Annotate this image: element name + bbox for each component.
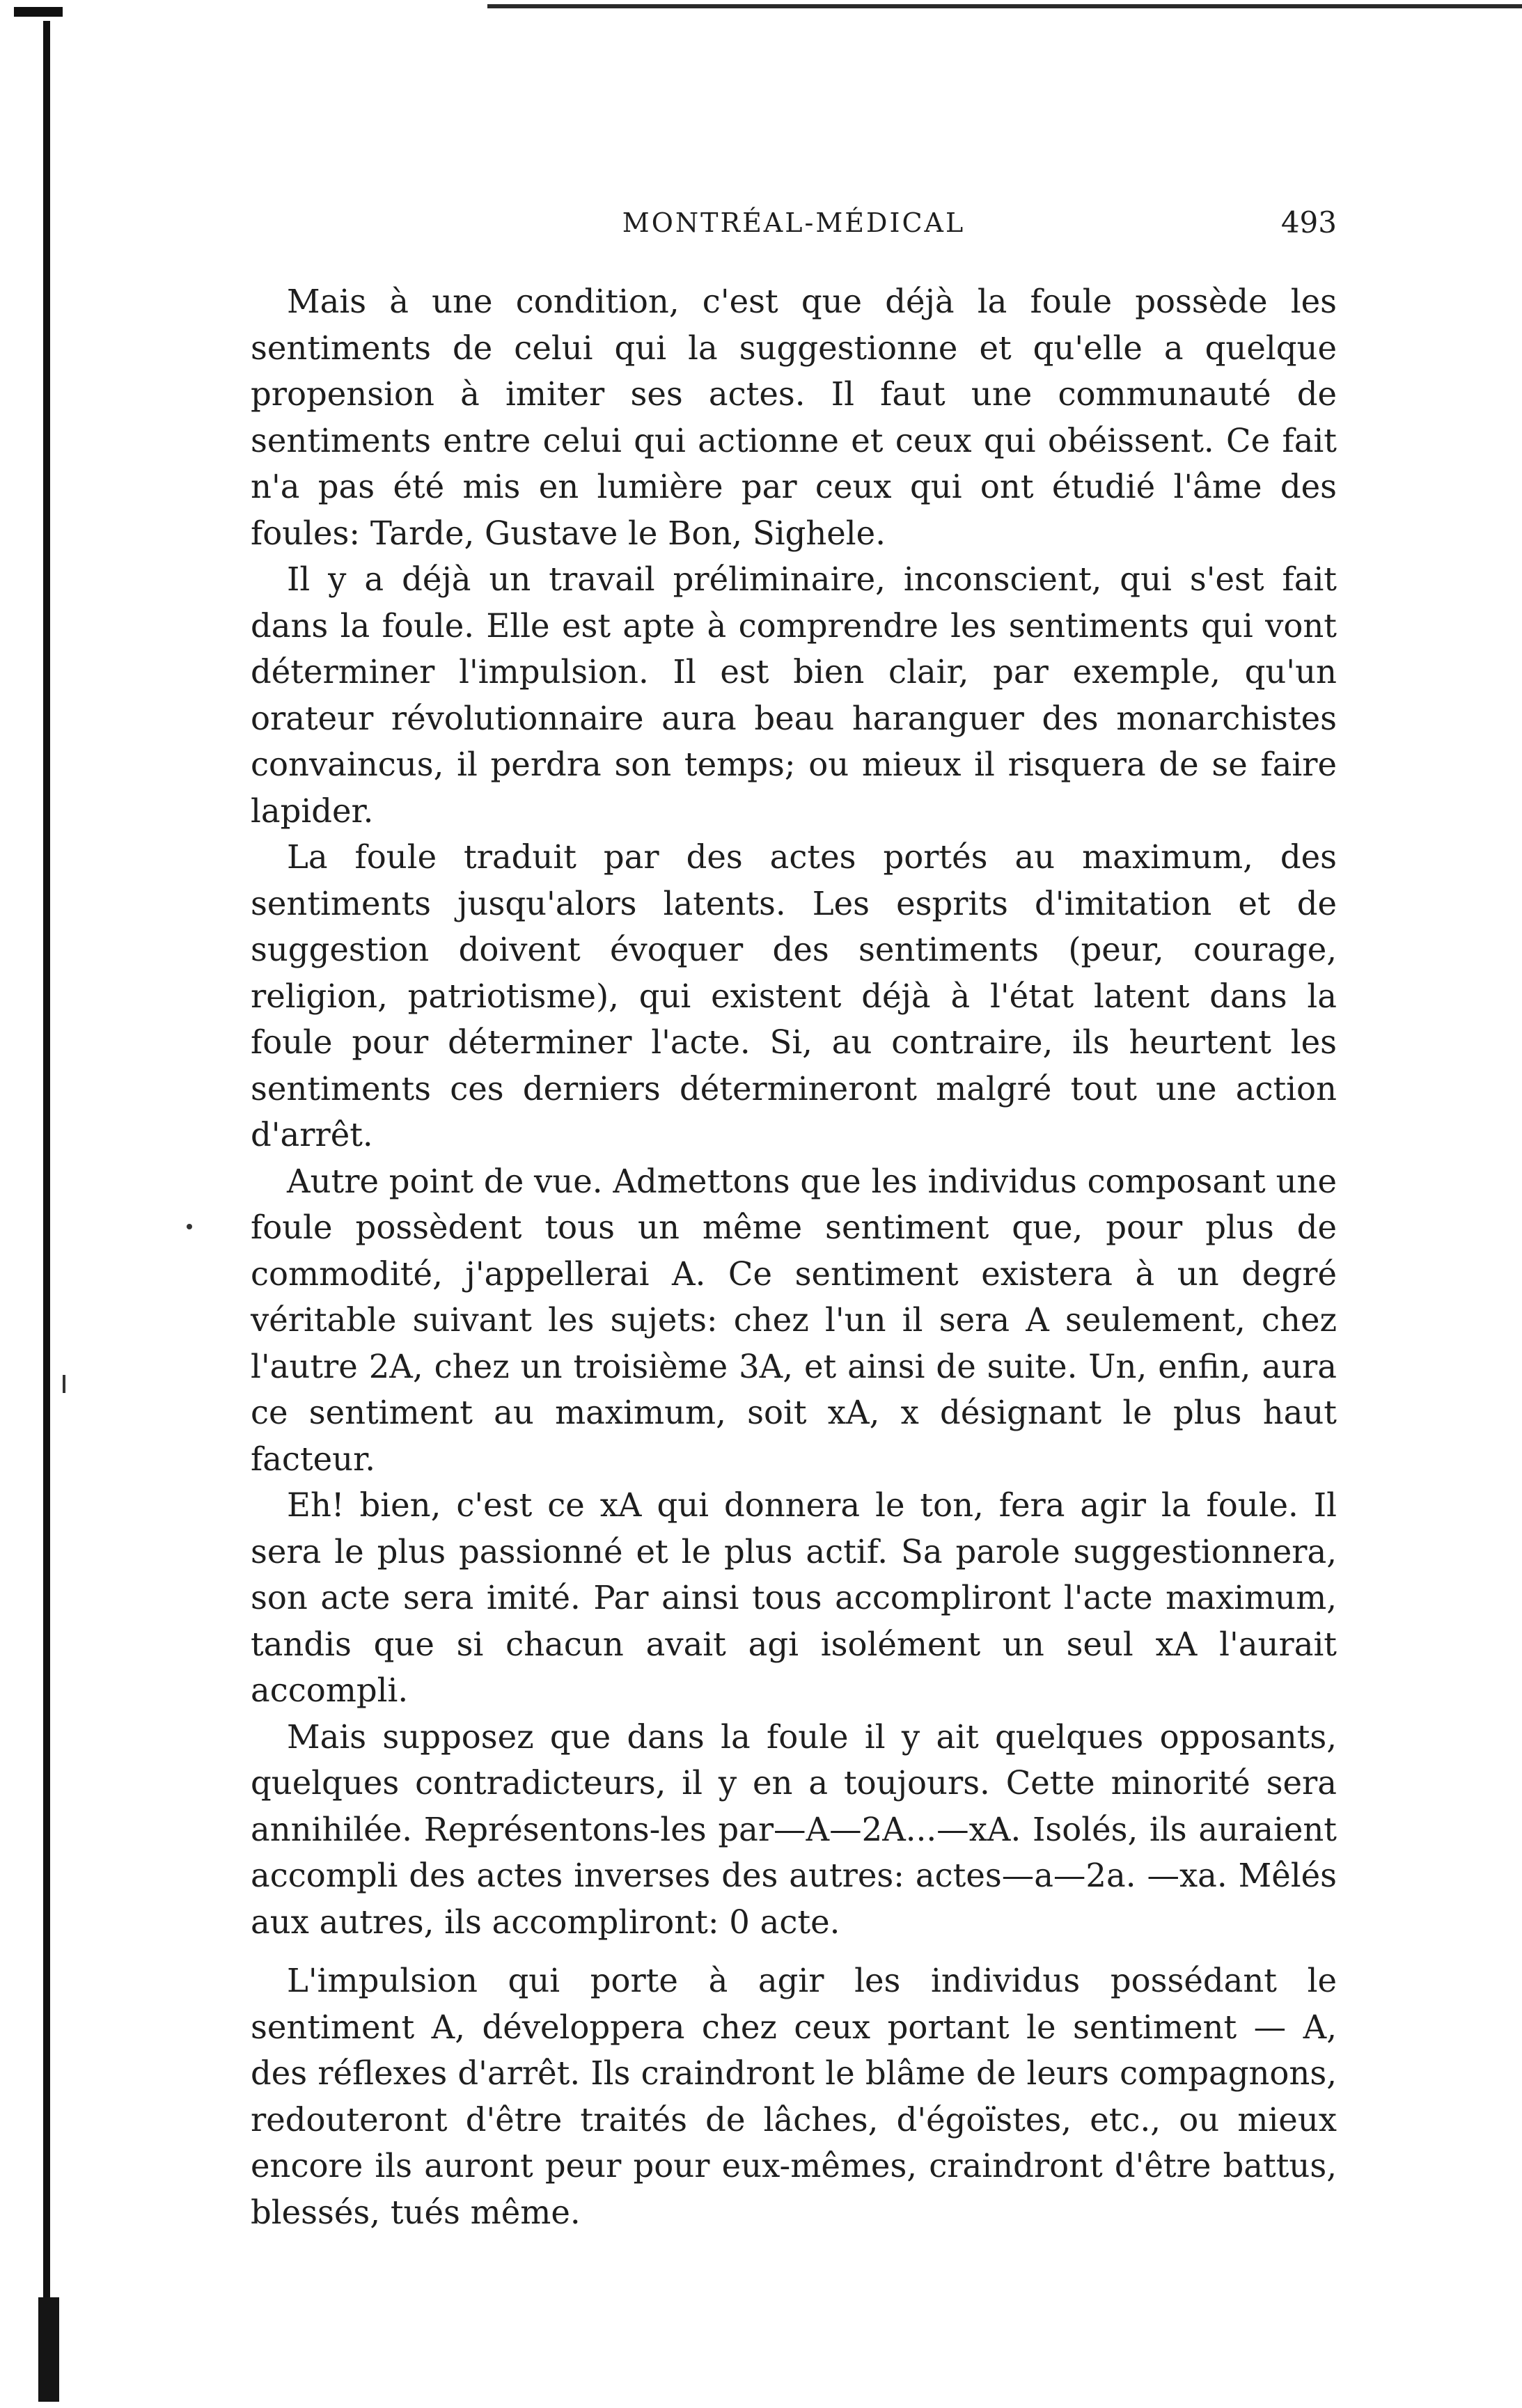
paragraph-4: Autre point de vue. Admettons que les individus composant une foule possèdent tous un même sentiment que, pour plus de commodité, j'appellerai A. Ce sentiment existera à un degré véritable suivant les sujets: chez l'un il sera A seulement, chez l'autre 2A, chez un troisième 3A, et ainsi de suite. Un, enfin, aura ce sentiment au maximum, soit xA, x désignant le plus haut facteur. bbox=[251, 1162, 1337, 1478]
page-header bbox=[251, 198, 1337, 247]
binding-edge-foot bbox=[38, 2297, 59, 2402]
binding-edge-cap bbox=[14, 7, 63, 17]
body-text bbox=[251, 278, 1337, 2235]
page-number: 493 bbox=[1280, 205, 1337, 239]
paragraph-1: Mais à une condition, c'est que déjà la foule possède les sentiments de celui qui la suggestionne et qu'elle a quelque propension à imiter ses actes. Il faut une communauté de sentiments entre celui qui actionne et ceux qui obéissent. Ce fait n'a pas été mis en lumière par ceux qui ont étudié l'âme des foules: Tarde, Gustave le Bon, Sighele. bbox=[251, 283, 1337, 552]
paragraph-5: Eh! bien, c'est ce xA qui donnera le ton, fera agir la foule. Il sera le plus passionné et le plus actif. Sa parole suggestionnera, son acte sera imité. Par ainsi tous accompliront l'acte maximum, tandis que si chacun avait agi isolément un seul xA l'aurait accompli. bbox=[251, 1486, 1337, 1709]
binding-edge bbox=[43, 21, 50, 2388]
scan-artifact-mark bbox=[63, 1375, 65, 1393]
top-border-rule bbox=[487, 4, 1522, 8]
paragraph-7: L'impulsion qui porte à agir les individus possédant le sentiment A, développera chez ceux portant le sentiment — A, des réflexes d'arrêt. Ils craindront le blâme de leurs compagnons, redouteront d'être traités de lâches, d'égoïstes, etc., ou mieux encore ils auront peur pour eux-mêmes, craindront d'être battus, blessés, tués même. bbox=[251, 1962, 1337, 2231]
paragraph-6: Mais supposez que dans la foule il y ait quelques opposants, quelques contradicteurs, il y en a toujours. Cette minorité sera annihilée. Représentons-les par—A—2A...—xA. Isolés, ils auraient accompli des actes inverses des autres: actes—a—2a. —xa. Mêlés aux autres, ils accompliront: 0 acte. bbox=[251, 1717, 1337, 1941]
scan-artifact-dot bbox=[187, 1224, 192, 1229]
paragraph-3: La foule traduit par des actes portés au maximum, des sentiments jusqu'alors latents. Les esprits d'imitation et de suggestion doivent évoquer des sentiments (peur, courage, religion, patriotisme), qui existent déjà à l'état latent dans la foule pour déterminer l'acte. Si, au contraire, ils heurtent les sentiments ces derniers détermineront malgré tout une action d'arrêt. bbox=[251, 838, 1337, 1154]
paragraph-2: Il y a déjà un travail préliminaire, inconscient, qui s'est fait dans la foule. Elle est apte à comprendre les sentiments qui vont déterminer l'impulsion. Il est bien clair, par exemple, qu'un orateur révolutionnaire aura beau haranguer des monarchistes convaincus, il perdra son temps; ou mieux il risquera de se faire lapider. bbox=[251, 560, 1337, 830]
running-title: MONTRÉAL-MÉDICAL bbox=[622, 207, 966, 238]
